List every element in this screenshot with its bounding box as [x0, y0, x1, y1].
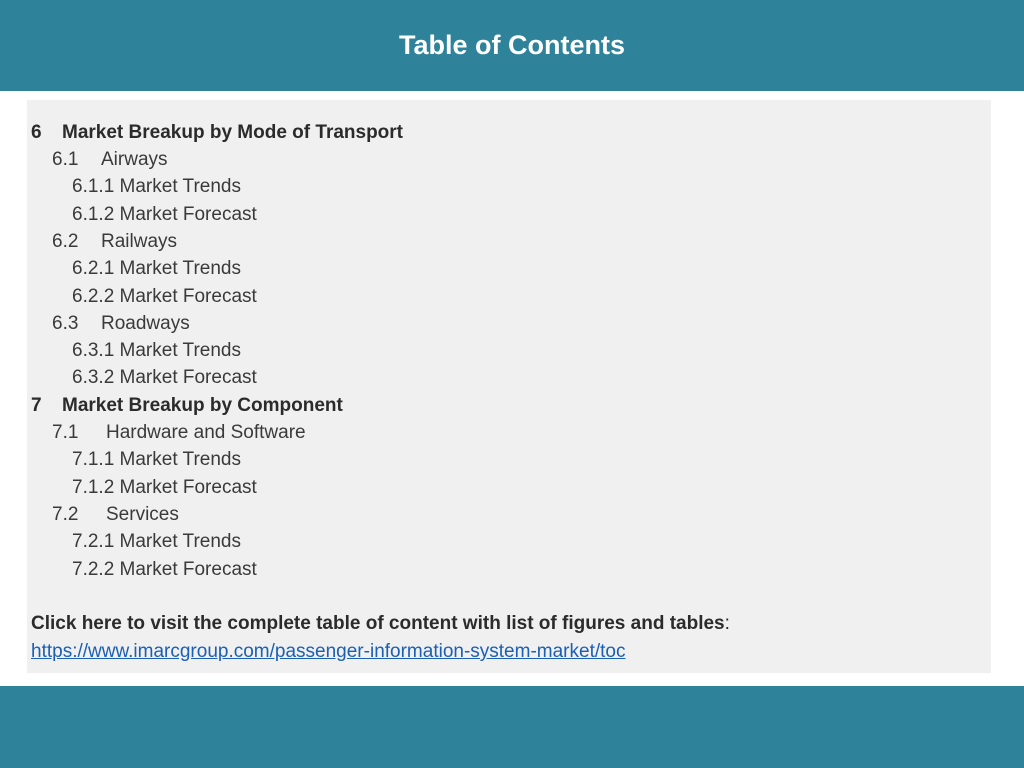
toc-subsection-title: Services [106, 504, 179, 525]
toc-item-6-3-1: 6.3.1 Market Trends [72, 340, 241, 361]
toc-section-number: 6 [31, 122, 42, 143]
toc-subsection-6-3 [52, 312, 190, 336]
toc-subsection-number: 6.2 [52, 231, 79, 252]
toc-subsection-number: 6.3 [52, 313, 79, 334]
toc-subsection-title: Roadways [101, 313, 190, 334]
full-toc-prompt-colon: : [724, 613, 730, 634]
toc-section-title: Market Breakup by Mode of Transport [62, 122, 404, 143]
page-title: Table of Contents [399, 30, 625, 60]
toc-item-6-2-1: 6.2.1 Market Trends [72, 258, 241, 279]
toc-item-6-3-2: 6.3.2 Market Forecast [72, 367, 257, 388]
full-toc-prompt [31, 612, 730, 636]
toc-item-6-1-1: 6.1.1 Market Trends [72, 176, 241, 197]
toc-subsection-7-2 [52, 503, 179, 527]
full-toc-prompt-text: Click here to visit the complete table of content with list of figures and tables [31, 613, 725, 634]
toc-subsection-number: 6.1 [52, 149, 79, 170]
toc-subsection-number: 7.2 [52, 504, 79, 525]
toc-subsection-number: 7.1 [52, 422, 79, 443]
toc-subsection-title: Hardware and Software [106, 422, 306, 443]
toc-item-6-1-2: 6.1.2 Market Forecast [72, 204, 257, 225]
toc-item-7-1-2: 7.1.2 Market Forecast [72, 477, 257, 498]
full-toc-link[interactable]: https://www.imarcgroup.com/passenger-information-system-market/toc [31, 641, 626, 662]
footer-bar [0, 686, 1024, 768]
toc-subsection-title: Airways [101, 149, 168, 170]
header-bar [0, 0, 1024, 91]
toc-panel [27, 100, 991, 673]
toc-item-7-1-1: 7.1.1 Market Trends [72, 449, 241, 470]
toc-item-6-2-2: 6.2.2 Market Forecast [72, 286, 257, 307]
toc-subsection-title: Railways [101, 231, 178, 252]
toc-subsection-6-1 [52, 148, 168, 172]
toc-item-7-2-2: 7.2.2 Market Forecast [72, 559, 257, 580]
toc-subsection-6-2 [52, 230, 177, 254]
toc-section-6 [31, 121, 403, 145]
toc-subsection-7-1 [52, 421, 306, 445]
toc-section-7 [31, 394, 343, 418]
toc-section-number: 7 [31, 395, 42, 416]
toc-item-7-2-1: 7.2.1 Market Trends [72, 531, 241, 552]
toc-section-title: Market Breakup by Component [62, 395, 343, 416]
